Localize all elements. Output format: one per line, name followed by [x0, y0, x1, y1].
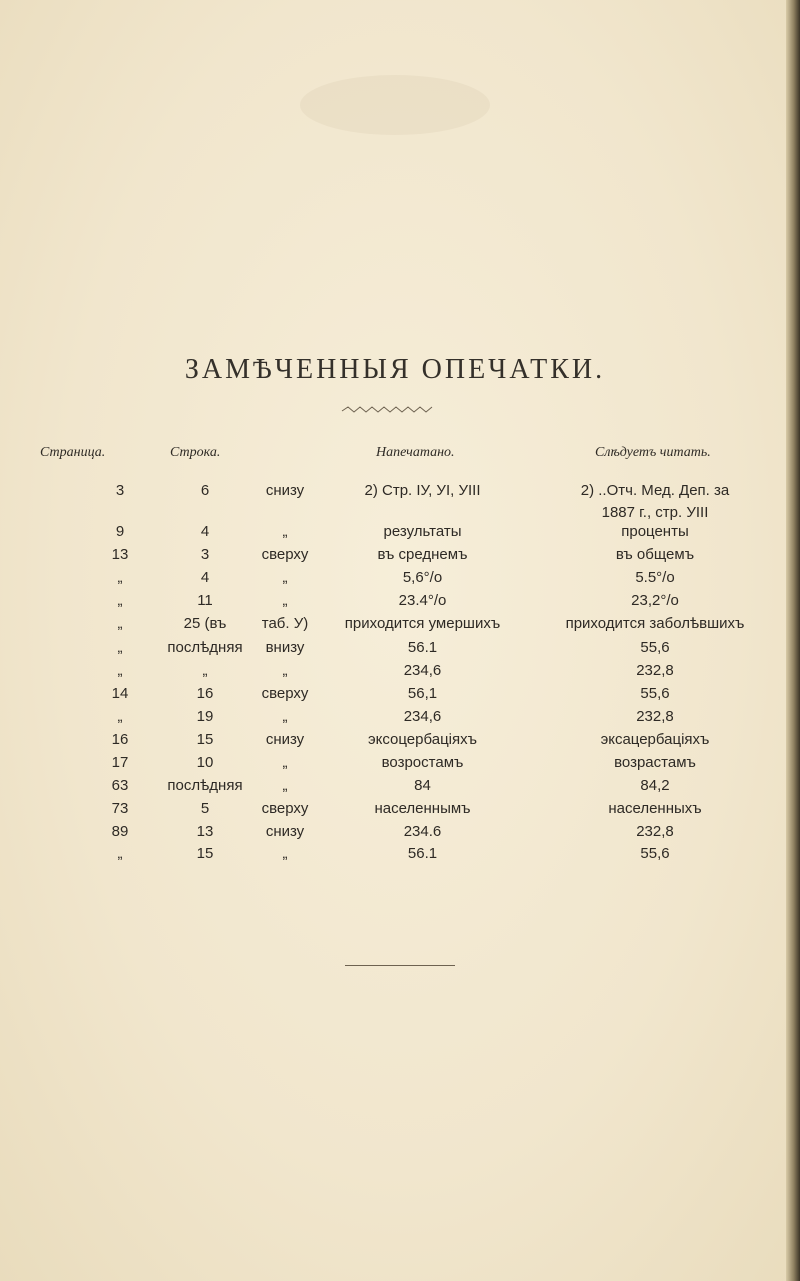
table-row — [0, 523, 790, 545]
table-row — [0, 592, 790, 614]
table-row — [0, 546, 790, 568]
table-row — [0, 777, 790, 799]
cell-read: 23,2°/о — [631, 592, 679, 609]
cell-page: „ — [117, 708, 123, 725]
cell-pos: „ — [282, 523, 288, 540]
cell-pos: „ — [282, 569, 288, 586]
cell-line: 10 — [196, 754, 214, 771]
cell-line: „ — [202, 662, 208, 679]
cell-printed: въ среднемъ — [377, 546, 468, 563]
cell-pos: снизу — [265, 823, 305, 840]
end-rule — [345, 965, 455, 966]
cell-page: „ — [117, 639, 123, 656]
cell-line: 3 — [200, 546, 210, 563]
cell-page: 73 — [111, 800, 129, 817]
cell-line: послѣдняя — [167, 639, 243, 656]
cell-line: 19 — [196, 708, 214, 725]
cell-printed: эксоцербаціяхъ — [367, 731, 477, 748]
cell-page: 13 — [111, 546, 129, 563]
table-row — [0, 482, 790, 521]
table-row — [0, 800, 790, 822]
cell-line: послѣдняя — [167, 777, 243, 794]
cell-read: 232,8 — [636, 662, 674, 679]
header-line: Строка. — [170, 445, 221, 460]
cell-printed: возростамъ — [381, 754, 464, 771]
table-row — [0, 731, 790, 753]
cell-page: 9 — [115, 523, 125, 540]
cell-printed: приходится умершихъ — [344, 615, 501, 632]
cell-line: 4 — [200, 523, 210, 540]
cell-printed: 84 — [414, 777, 431, 794]
cell-printed: 5,6°/о — [402, 569, 443, 586]
cell-printed: 234.6 — [403, 823, 442, 840]
table-row — [0, 639, 790, 661]
cell-pos: „ — [282, 777, 288, 794]
cell-line: 4 — [200, 569, 210, 586]
cell-read: въ общемъ — [615, 546, 695, 563]
cell-line: 6 — [200, 482, 210, 499]
cell-pos: „ — [282, 708, 288, 725]
cell-read: проценты — [621, 523, 689, 540]
cell-pos: „ — [282, 662, 288, 679]
cell-pos: снизу — [265, 482, 305, 499]
cell-line: 25 (въ — [183, 615, 227, 632]
cell-page: „ — [117, 592, 123, 609]
cell-read-continued: 1887 г., стр. УIII — [601, 504, 709, 521]
cell-read: 232,8 — [636, 823, 674, 840]
cell-read: 55,6 — [640, 639, 670, 656]
cell-page: „ — [117, 569, 123, 586]
table-row — [0, 569, 790, 591]
cell-read: 2) ..Отч. Мед. Деп. за — [580, 482, 730, 499]
cell-pos: снизу — [265, 731, 305, 748]
header-page: Страница. — [40, 445, 106, 460]
cell-pos: сверху — [261, 685, 309, 702]
cell-pos: „ — [282, 754, 288, 771]
cell-printed: населеннымъ — [374, 800, 471, 817]
cell-printed: 2) Стр. IУ, УI, УIII — [364, 482, 481, 499]
cell-page: 3 — [115, 482, 125, 499]
page-title: ЗАМѢЧЕННЫЯ ОПЕЧАТКИ. — [184, 354, 606, 385]
cell-pos: сверху — [261, 546, 309, 563]
cell-page: „ — [117, 615, 123, 632]
cell-page: 17 — [111, 754, 129, 771]
table-row — [0, 708, 790, 730]
header-printed: Напечатано. — [376, 445, 455, 460]
table-row — [0, 662, 790, 684]
cell-printed: 23.4°/о — [398, 592, 447, 609]
paper-stain — [300, 75, 490, 135]
table-row — [0, 685, 790, 707]
cell-line: 15 — [196, 731, 214, 748]
cell-printed: 56.1 — [407, 845, 438, 862]
ornament-divider — [340, 405, 440, 415]
cell-read: возрастамъ — [614, 754, 696, 771]
cell-line: 16 — [196, 685, 214, 702]
cell-line: 11 — [197, 592, 213, 609]
cell-page: 14 — [111, 685, 129, 702]
cell-read: 5.5°/о — [635, 569, 675, 586]
cell-read: эксацербаціяхъ — [600, 731, 710, 748]
cell-read: 232,8 — [636, 708, 674, 725]
cell-read: 84,2 — [640, 777, 670, 794]
cell-printed: 56,1 — [407, 685, 438, 702]
cell-page: 89 — [111, 823, 129, 840]
cell-line: 15 — [196, 845, 214, 862]
cell-pos: „ — [282, 592, 288, 609]
cell-read: 55,6 — [640, 685, 670, 702]
table-row — [0, 754, 790, 776]
table-row — [0, 845, 790, 867]
cell-printed: 234,6 — [403, 708, 442, 725]
cell-read: населенныхъ — [608, 800, 702, 817]
header-read: Слѣдуетъ читать. — [595, 445, 711, 460]
cell-printed: результаты — [383, 523, 462, 540]
cell-read: приходится заболѣвшихъ — [565, 615, 745, 632]
cell-pos: „ — [282, 845, 288, 862]
cell-pos: сверху — [261, 800, 309, 817]
cell-pos: внизу — [265, 639, 305, 656]
cell-read: 55,6 — [640, 845, 670, 862]
cell-line: 13 — [196, 823, 214, 840]
table-row — [0, 615, 790, 637]
table-row — [0, 823, 790, 845]
cell-page: 63 — [111, 777, 129, 794]
cell-page: „ — [117, 845, 123, 862]
cell-line: 5 — [200, 800, 210, 817]
cell-printed: 234,6 — [403, 662, 442, 679]
cell-pos: таб. У) — [261, 615, 309, 632]
cell-printed: 56.1 — [407, 639, 438, 656]
cell-page: 16 — [111, 731, 129, 748]
cell-page: „ — [117, 662, 123, 679]
